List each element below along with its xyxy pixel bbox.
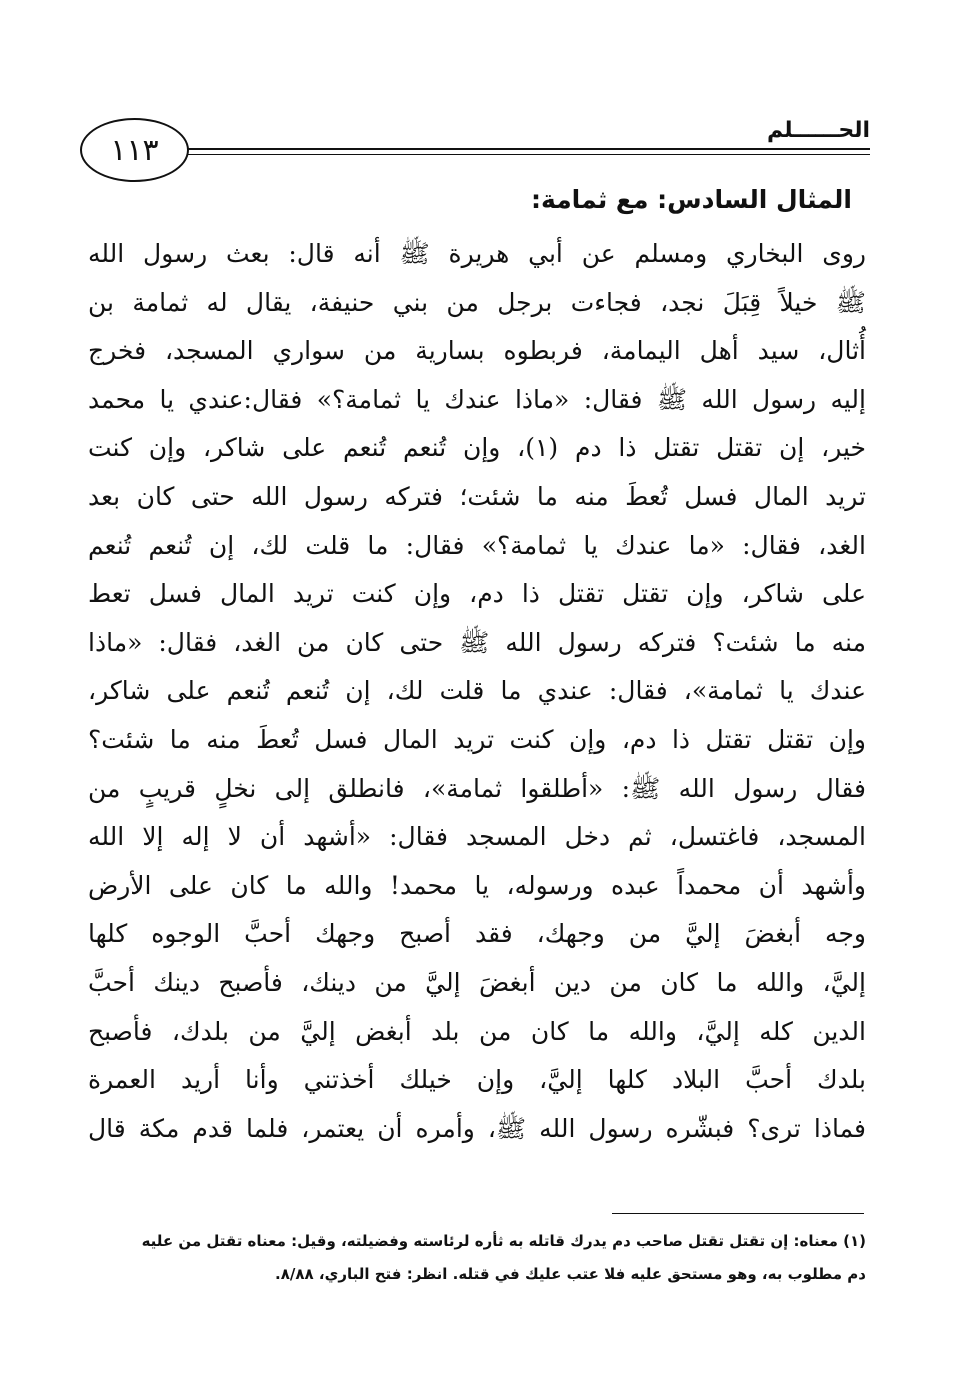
footnote bbox=[80, 1225, 866, 1291]
text-line: الدين كله إليَّ، والله ما كان من بلد أبغض إليَّ من بلدك، فأصبح bbox=[88, 1016, 866, 1046]
page-number: ١١٣ bbox=[80, 118, 189, 182]
text-line: عندك يا ثمامة»، فقال: عندي ما قلت لك، إن تُنعم تُنعم على شاكر، bbox=[88, 676, 866, 706]
text-line: منه ما شئت؟ فتركه رسول الله ﷺ حتى كان من الغد، فقال: «ماذا bbox=[88, 627, 866, 657]
text-line: روى البخاري ومسلم عن أبي هريرة ﷺ أنه قال: بعث رسول الله bbox=[88, 239, 866, 268]
footnote-separator bbox=[612, 1213, 864, 1214]
text-line: فماذا ترى؟ فبشّره رسول الله ﷺ، وأمره أن يعتمر، فلما قدم مكة قال bbox=[88, 1113, 866, 1143]
body-text bbox=[88, 230, 866, 1153]
section-heading: المثال السادس: مع ثمامة: bbox=[531, 185, 852, 214]
text-line: وجه أبغضَ إليَّ من وجهك، فقد أصبح وجهك أحبَّ الوجوه كلها bbox=[88, 919, 866, 949]
running-title: الحــــــلم bbox=[761, 118, 870, 143]
text-line: على شاكر، وإن تقتل تقتل ذا دم، وإن كنت تريد المال فسل تعط bbox=[88, 579, 866, 609]
text-line: الغد، فقال: «ما عندك يا ثمامة؟» فقال: ما قلت لك، إن تُنعم تُنعم bbox=[88, 530, 866, 560]
header-rule bbox=[180, 148, 870, 150]
text-line: تريد المال فسل تُعطَ منه ما شئت؛ فتركه رسول الله حتى كان بعد bbox=[88, 481, 866, 511]
text-line: وإن تقتل تقتل ذا دم، وإن كنت تريد المال فسل تُعطَ منه ما شئت؟ bbox=[88, 724, 866, 754]
text-line: وأشهد أن محمداً عبده ورسوله، يا محمد! والله ما كان على الأرض bbox=[88, 870, 866, 900]
text-line: خير، إن تقتل تقتل ذا دم (١)، وإن تُنعم تُنعم على شاكر، وإن كنت bbox=[88, 433, 867, 463]
text-line: أُثال، سيد أهل اليمامة، فربطوه بسارية من سواري المسجد، فخرج bbox=[88, 336, 866, 366]
text-line: إليه رسول الله ﷺ فقال: «ماذا عندك يا ثمامة؟» فقال:عندي يا محمد bbox=[88, 384, 866, 414]
text-line: المسجد، فاغتسل، ثم دخل المسجد فقال: «أشهد أن لا إله إلا الله bbox=[88, 822, 866, 852]
header-rule-thin bbox=[180, 154, 870, 155]
text-line: بلدك أحبَّ البلاد كلها إليَّ، وإن خيلك أخذتني وأنا أريد العمرة bbox=[88, 1065, 866, 1095]
text-line: إليَّ، والله ما كان من دين أبغضَ إليَّ من دينك، فأصبح دينك أحبَّ bbox=[88, 967, 866, 997]
text-line: فقال رسول الله ﷺ: «أطلقوا ثمامة»، فانطلق إلى نخلٍ قريبٍ من bbox=[88, 773, 866, 803]
footnote-line: دم مطلوب به، وهو مستحق عليه فلا عتب عليك في قتله. انظر: فتح الباري، ٨/٨٨. bbox=[275, 1265, 866, 1283]
text-line: ﷺ خيلاً قِبَلَ نجد، فجاءت برجل من بني حنيفة، يقال له ثمامة بن bbox=[88, 287, 866, 317]
footnote-line: (١) معناه: إن تقتل تقتل صاحب دم يدرك قاتله به ثأره لرئاسته وفضيلته، وقيل: معناه تقتل من عليه bbox=[141, 1232, 866, 1250]
